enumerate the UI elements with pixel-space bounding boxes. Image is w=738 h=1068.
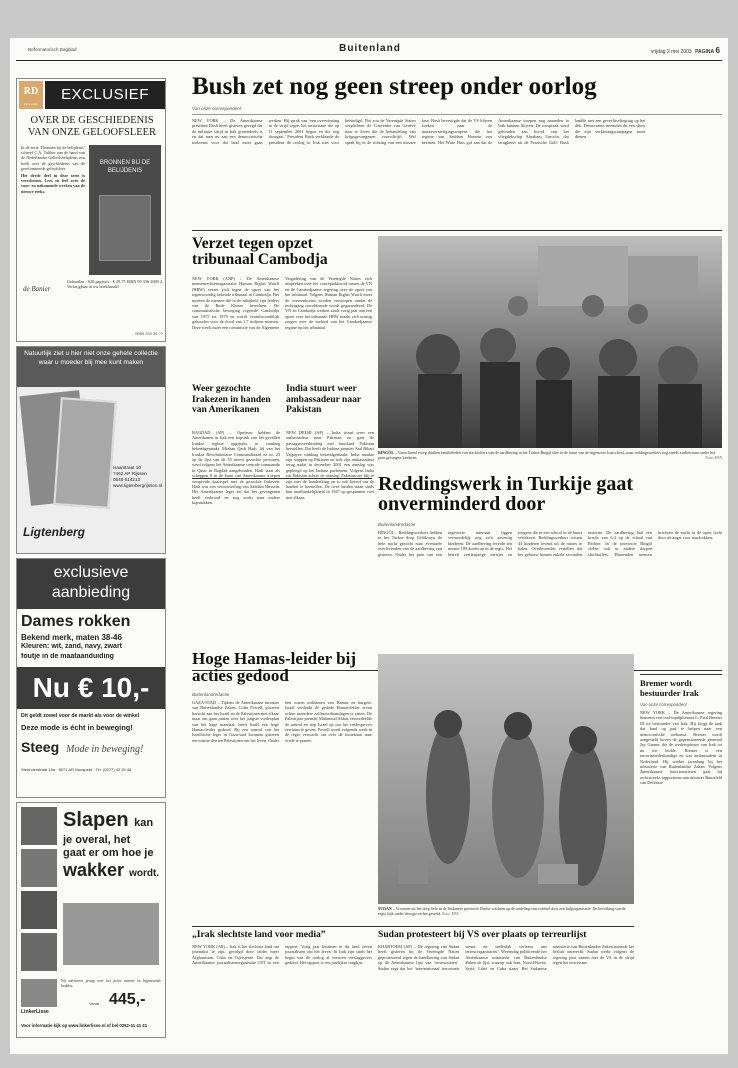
main-byline: Van onze correspondent	[192, 106, 241, 111]
logo-subtext: EXCLUSIEF	[23, 103, 39, 106]
book-cover-title: BRONNEN BIJ DE BELIJDENIS	[99, 160, 151, 174]
linker-url: Voor informatie kijk op www.linkerlisse.nl of bel 0252-41 41 41	[21, 1023, 148, 1028]
foutje-text: foutje in de maataanduiding	[21, 653, 114, 660]
linker-price: 445,-	[109, 991, 146, 1008]
main-article-body: NEW YORK – De Amerikaanse president Bush heeft gisteren gezegd dat de militaire strijd in Irak grotendeels is en dat men nu aan een democratische toekomst voor dat land moet gaan werken. Hij sprak van ‘een overwinning in de strijd tegen het terrorisme die op 11 september 2001 begon en die nog doorgaat.’ President Bush verklaarde de president de oorlog in Irak niet voor beëindigd. Dat zou de Verenigde Staten verplichten de Conventie van Genève naar te leven die de behandeling van krijgsgevangenen voorschrijft. Wel sprak hij in de richting van een nieuwe fase. Bush bevestigde dat de VS blijven zoeken naar de massavernietigingswapens die het regime van Saddam Hussein zou bezitten. Het Witte Huis gaf aan dat de Amerikaanse troepen nog maanden in Irak kunnen blijven. De toespraak werd gehouden aan boord van het vliegdekschip Abraham Lincoln, dat terugkeert uit de Perzische Golf. Bush landde met een gevechtsvliegtuig op het dek. Democraten noemden dit een show die zijn verkiezingscampagne moet dienen.	[192, 118, 646, 145]
header-rule	[16, 60, 722, 61]
bed-image-2	[21, 849, 57, 887]
afghan-headline: „Irak slechtste land voor media”	[192, 930, 326, 940]
ligtenberg-banner: Natuurlijk ziet u hier niet onze gehele collectie waar u moeder blij mee kunt maken	[17, 347, 165, 387]
book-ad-body	[21, 145, 85, 275]
price-banner: Nu € 10,-	[17, 667, 165, 709]
page-number: 6	[715, 46, 720, 55]
hamas-byline: Buitenlandredactie	[192, 692, 230, 697]
sudan-body: KHARTOEM (AP) – De regering van Sudan heeft gisteren bij de Verenigde Naties geprotesteerd tegen de handhaving van Sudan op de Amerikaanse lijst van ‘terreurstaten’. Sudan zegt dat het ‘internationaal terrorisme steunt en onderdak verleent aan terreurorganisaties’. Woensdag publiceerde het Amerikaanse ministerie van Buitenlandse Zaken de lijst, waarop ook Iran, Noord-Korea, Syrië, Libië en Cuba staan. Het Sudanese ministerie van Buitenlandse Zaken noemde het besluit onterecht. Sudan werkt volgens de regering juist samen met de VS in de strijd tegen het terrorisme.	[378, 944, 634, 971]
steeg-slogan: Mode in beweging!	[66, 744, 144, 755]
publisher-logo: de Banier	[23, 285, 51, 293]
caption-text-2: Vrouwen uit het dorp Selo in de Sudanese provincie Darfur wachten op de uitdeling van voedsel door een hulporganisatie. De bevolking van de regio lijdt onder droogte en het geweld.	[378, 906, 626, 916]
header-paper-name: Reformatorisch Dagblad	[28, 47, 77, 52]
slapen-line-3: wordt.	[129, 868, 160, 879]
photo-credit: Foto: EPA	[705, 455, 722, 460]
dames-rokken-title: Dames rokken	[21, 613, 131, 630]
cambodja-body: NEW YORK (ANP) – De Amerikaanse mensenrechtenorganisatie Human Rights Watch (HRW) verzet zich tegen de opzet van het tegenwoordig bekende tribunaal in Cambodja. Het moeten de mensen die in de nabijheid zijn leiders van de Rode Khmer berechten. De communistische beweging regeerde Cambodja van 1975 tot 1979 en wordt verantwoordelijk gehouden voor de dood van 1,7 miljoen mensen. Deze week moet een commissie van de Algemene Vergadering van de Verenigde Naties zich uitspreken over het conceptakkoord tussen de VN en de Cambodjaanse regering over de opzet van het tribunaal. Volgens Human Rights Watch moet de overeenkomst worden verworpen omdat de rechtsgang onvoldoende wordt gegarandeerd. De VN en Cambodja werken sinds vorig jaar aan een opzet voor het tribunaal. HRW maakt zich ernstig zorgen over de invloed van het Cambodjaanse regime op het tribunaal.	[192, 276, 372, 330]
afghan-body: NEW YORK (AP) – Irak is het slechtste land om journalist te zijn, gevolgd door onder meer Afghanistan, Cuba en Tsjetsjenië. Dat zegt de Amerikaanse journalistenorganisatie CPJ in een rapport. Vorig jaar kwamen in dit land zeven journalisten om het leven. In Irak zijn sinds het begin van de oorlog al veertien verslaggevers gedood. Het rapport is een jaarlijkse ranglijst.	[192, 944, 372, 966]
newspaper-page	[10, 38, 728, 1054]
page-label: PAGINA	[695, 49, 715, 55]
ligtenberg-address: Haarstraat 10 7462 AP Rijssen 0548-514213 www.ligtenbergrijssen.nl	[113, 465, 163, 488]
book-ad-details: Gebonden - 620 pagina's - € 29,75 ISBN 90 336 2080 4. Verkrijgbaar in uw boekhandel	[67, 279, 163, 290]
card-photo-2	[53, 397, 116, 509]
caption-lead: BINGÖL –	[378, 450, 397, 455]
turkije-byline: Buitenlandredactie	[378, 522, 416, 527]
caption-lead-2: SUDAN –	[378, 906, 395, 911]
exclusief-ad[interactable]	[16, 78, 166, 342]
bremer-body: NEW YORK – De Amerikaanse regering benoemt een oud-topdiplomaat L. Paul Bremer III tot bestuurder van Irak. Hij krijgt de taak dat land op pad te helpen naar een democratische toekomst. Bremer wordt aangesteld boven de gepensioneerde generaal Jay Garner, die de wederopbouw van Irak tot nu toe leidde. Bremer is een terrorismedeskundige en was ambassadeur in Nederland. Hij werkte jarenlang bij het ministerie van Buitenlandse Zaken. Volgens Amerikaanse functionarissen gaat hij rechtstreeks rapporteren aan minister Rumsfeld van Defensie.	[640, 710, 722, 786]
ligtenberg-ad[interactable]	[16, 346, 166, 554]
bingol-photo	[378, 236, 722, 448]
turkije-headline: Reddingswerk in Turkije gaat onverminderd door	[378, 474, 634, 515]
book-ad-paragraph-2: Het derde deel in deze serie is verschenen. Lees en leef over de voor- en nakomende werken van de nieuwe reeks.	[21, 173, 85, 194]
turkije-body: BINGÖL – Reddingswerkers hebben in het Turkse dorp Celtiksuyu de hele nacht gezocht naar eventuele overlevenden van de aardbeving van gisteren. Onder het puin van een ingestorte internaat liggen vermoedelijk nog zo'n zeventig kinderen. De aardbeving leverde ten minste 109 doden op in de regio. Het betreft zestienjarige meisjes en jongens die in een school in de buurt verbleven. Reddingswerkers wisten 43 kinderen levend uit de ruïnes te halen. Overlevenden vertellen dat het gebouw binnen enkele seconden instortte. De aardbeving had een kracht van 6,4 op de schaal van Richter. In de provincie Bingöl vielen ook in andere dorpen slachtoffers. Duizenden mensen brachten de nacht in de open lucht door uit angst voor naschokken.	[378, 530, 722, 557]
book-ad-title: OVER DE GESCHIEDENIS VAN ONZE GELOOFSLEER	[27, 115, 157, 138]
byline-rule	[192, 114, 722, 115]
main-headline: Bush zet nog geen streep onder oorlog	[192, 74, 597, 100]
divider-5	[192, 926, 634, 927]
dames-rokken-ad[interactable]	[16, 558, 166, 798]
header-date	[540, 46, 720, 55]
book-cover	[89, 145, 161, 275]
woman-image	[63, 903, 159, 965]
kleuren-text: Kleuren: wit, zand, navy, zwart	[21, 643, 123, 650]
exclusive-offer-title: exclusieve aanbieding	[17, 559, 165, 609]
book-ad-paragraph: In de serie ‘Bronnen bij de belijdenis’ schreef C.A. Tukker aan de hand van de Nederlandse Geloofsbelijdenis een boek over de geschiedenis van de gereformeerde geloofsleer.	[21, 145, 85, 171]
slapen-headline	[63, 809, 163, 884]
slapen-word-2: kan	[134, 817, 154, 829]
book-cover-image	[99, 195, 151, 261]
linker-logo: LinkerLisse	[21, 1009, 49, 1015]
book-ad-phone: 0055 230 35 ??	[135, 331, 163, 336]
divider	[192, 230, 722, 231]
bremer-headline: Bremer wordt bestuurder Irak	[640, 678, 699, 698]
caption-text: Vanochtend vroeg drinken familieleden van slachtoffers van de aardbeving in het Turkse Bingöl thee in de buurt van de ingestorte kostschool, waar reddingswerkers nog steeds zoeken naar onder het puin gevangen kinderen.	[378, 450, 716, 460]
sudan-caption	[378, 906, 634, 922]
ad-column	[16, 78, 166, 1038]
photo-credit-2: Foto: EPA	[442, 911, 459, 916]
slapen-line: je overal, het	[63, 834, 131, 846]
slapen-ad[interactable]	[16, 802, 166, 1038]
logo-letters: RD	[23, 86, 39, 97]
exclusief-banner: EXCLUSIEF	[45, 81, 165, 109]
steeg-logo	[21, 739, 163, 763]
sudan-headline: Sudan protesteert bij VS over plaats op terreurlijst	[378, 930, 587, 940]
date-text: vrijdag 2 mei 2003	[650, 49, 692, 55]
hamas-headline: Hoge Hamas-leider bij acties gedood	[192, 650, 356, 685]
linker-from: Vanaf	[89, 1001, 100, 1006]
bed-image-1	[21, 807, 57, 845]
sudan-photo-graphic	[378, 654, 634, 904]
india-headline: India stuurt weer ambassadeur naar Pakistan	[286, 384, 361, 415]
hamas-body: GAZA-STAD – Tijdens de Amerikaanse minister van Buitenlandse Zaken, Colin Powell, gisteren bezocht aan het Israël en de Palestijnen met elkaar maar om gaan praten over het jongste vredesplan van het huge mandaat, heeft Israël een hoge Hamas-leider gedood. Bij een aanval van het Israëlische leger in Gaza-stad kwamen gisteren ten minste dertien Palestijnen om het leven. Onder hen waren militanten van Hamas en burgers. Israël verdenkt de gedode Hamas-leider ervan achter meerdere zelfmoordaanslagen te zitten. De Palestijnse premier Mahmoud Abbas veroordeelde de aanval en riep Israël op om het vredesproces een kans te geven. Powell wordt volgende week in de regio verwacht om over de routekaart naar vrede te praten.	[192, 700, 372, 743]
bremer-byline: Van onze correspondent	[640, 702, 687, 707]
slapen-line-2: gaat er om hoe je	[63, 847, 154, 859]
india-body: NEW DELHI (AP) – India stuurt weer een ambassadeur naar Pakistan en gaat de passagiersverbinding met buurland Pakistan herstellen. Dat heeft de Indiase premier Atal Bihari Vajpayee vandaag bekendgemaakt. India maakte zijn stappen op Pakistan en trok zijn ambassadeur terug nadat in december 2001 een aanslag was gepleegd op het Indiase parlement. Volgens India zat Pakistan achter de aanslag. Pakistan zei blij te zijn met de handreiking en is ook bereid om de banden te herstellen. De twee landen staan sinds hun onafhankelijkheid in 1947 op gespannen voet met elkaar.	[286, 430, 374, 500]
linker-image	[21, 979, 57, 1007]
steeg-address: Steenderstraat 15a · 8071 AR Nunspeet · Tel. (0577) 42 25 48	[21, 767, 132, 772]
weer-headline: Weer gezochte Irakezen in handen van Amerikanen	[192, 384, 271, 415]
divider-4	[640, 674, 722, 675]
bed-image-4	[21, 933, 57, 971]
slapen-word: Slapen	[63, 809, 129, 831]
sudan-photo	[378, 654, 634, 904]
wakker-word: wakker	[63, 860, 125, 880]
ligtenberg-logo: Ligtenberg	[23, 525, 85, 539]
bingol-photo-graphic	[378, 236, 722, 448]
bed-image-3	[21, 891, 57, 929]
cambodja-headline: Verzet tegen opzet tribunaal Cambodja	[192, 236, 328, 268]
zwoel-text-2: Deze mode is écht in beweging!	[21, 723, 133, 732]
exclusief-logo	[19, 81, 43, 109]
bingol-caption	[378, 450, 722, 464]
linker-text: Wij adviseren graag over het juiste matras en bijpassende bedden.	[61, 979, 161, 988]
weer-body: BAGDAD (AP) – Opnieuw hebben de Amerikanen in Irak een kopstuk van het gevallen Iraakse regime opgepakt, in vandaag bekendgemaakt. Mizban Qadr Hadi, lid van het Iraakse Revolutionaire Commandoraad en nr. 23 op de lijst van de 55 meest gezochte personen, werd volgens het Amerikaanse centrale commando in Qatar in Bagdad aangehouden. Hadi staat als schoppen 8 in de kaart van Amerikaanse troepen verspreide kaartspel met de gezochte Irakezen. Hadi was een vertrouweling van Saddam Hussein. Het Amerikaanse leger zei dat het gevangenen heeft verhoord en nog zoekt naar andere kopstukken.	[192, 430, 280, 506]
section-title: Buitenland	[339, 43, 401, 54]
maten-text: Bekend merk, maten 38-46	[21, 633, 122, 642]
steeg-name: Steeg	[21, 739, 60, 755]
zwoel-text: Dit geldt zowel voor de markt als voor de winkel	[21, 713, 140, 719]
